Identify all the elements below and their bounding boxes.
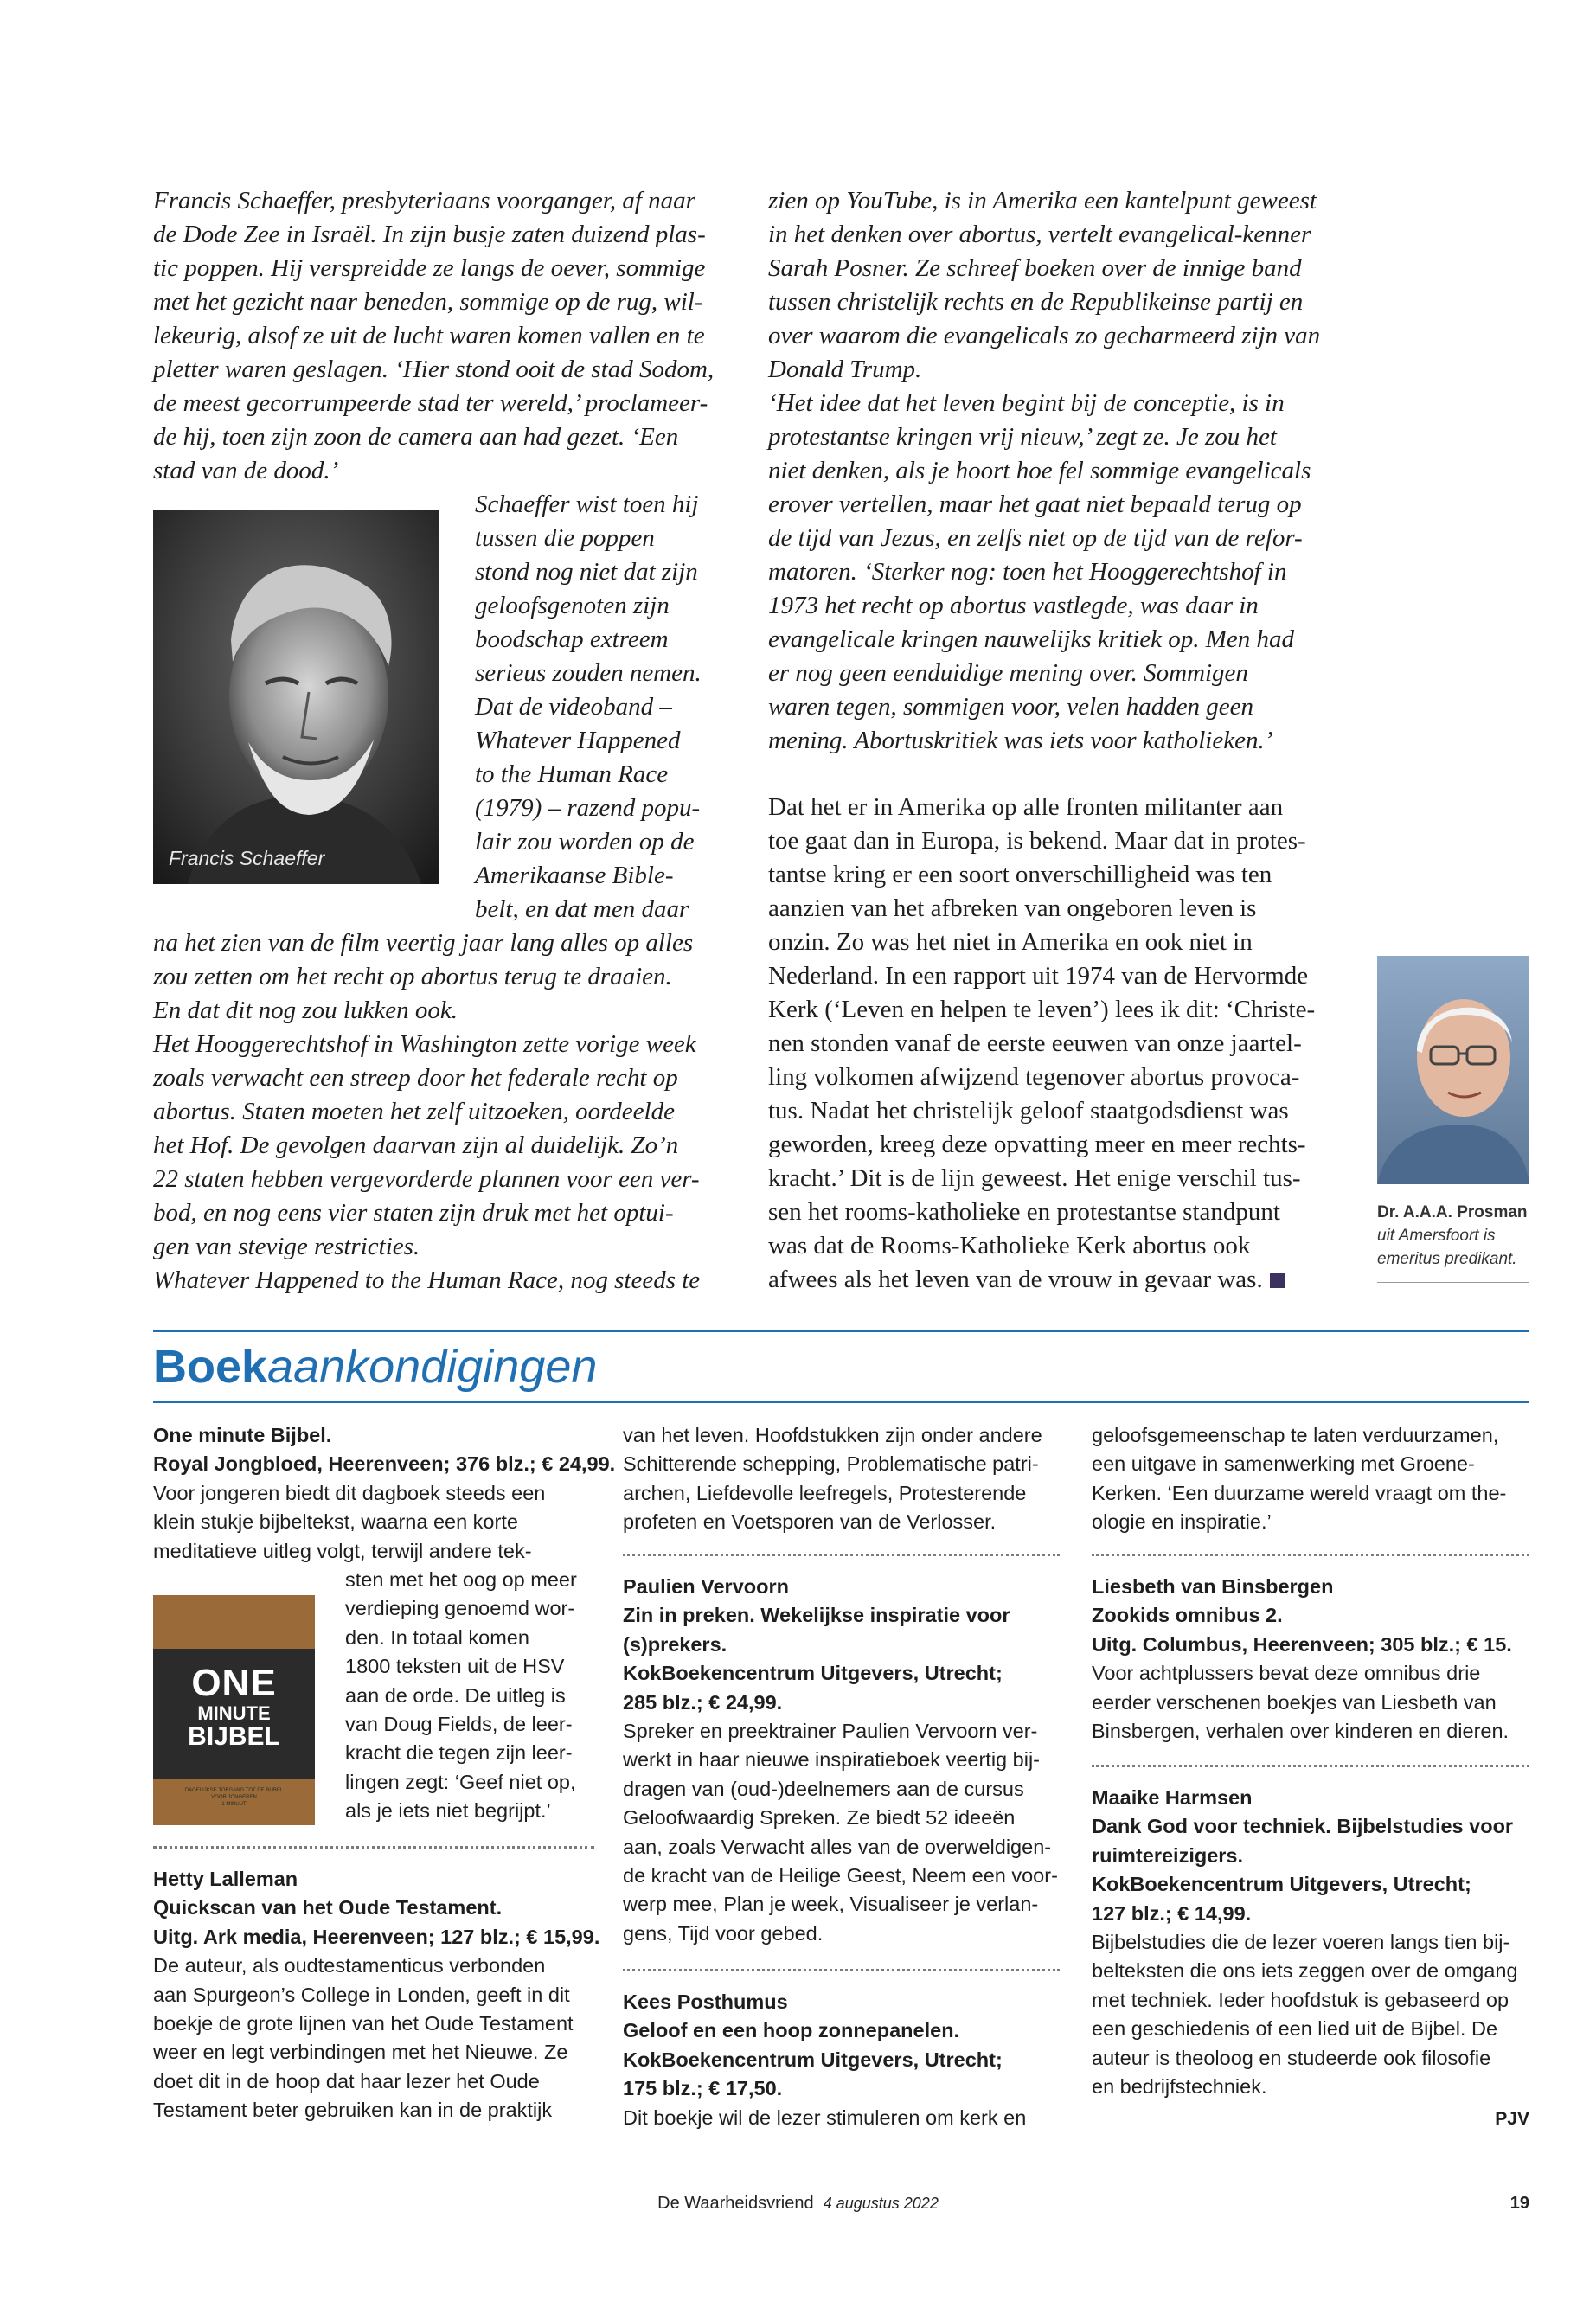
book-text-line: aan Spurgeon’s College in Londen, geeft in dit <box>153 1983 570 2006</box>
section-title-bold: Boek <box>153 1341 268 1393</box>
text-line: 1800 teksten uit de HSV <box>345 1655 565 1678</box>
book-meta-line: Zin in preken. Wekelijkse inspiratie voor <box>623 1604 1010 1627</box>
text-line: lingen zegt: ‘Geef niet op, <box>345 1770 576 1793</box>
book-text-line: meditatieve uitleg volgt, terwijl andere tek- <box>153 1539 532 1562</box>
text-line: abortus. Staten moeten het zelf uitzoeken, oordeelde <box>153 1098 675 1125</box>
cover-sub2: VOOR JONGEREN <box>211 1795 257 1800</box>
book-text-line: archen, Liefdevolle leefregels, Protesterende <box>623 1481 1027 1504</box>
photo-caption: Francis Schaeffer <box>169 847 325 869</box>
book-geloof-zonnepanelen <box>623 1988 1026 2132</box>
book-text-line: Binsbergen, verhalen over kinderen en dieren. <box>1092 1720 1509 1743</box>
book-text-line: een uitgave in samenwerking met Groene- <box>1092 1452 1475 1476</box>
cover-title-line2: MINUTE <box>197 1702 271 1724</box>
article-col2-body <box>768 791 1315 1297</box>
book-text-line: De auteur, als oudtestamenticus verbonden <box>153 1954 546 1977</box>
text-line: aan de orde. De uitleg is <box>345 1683 566 1707</box>
text-line: stond nog niet dat zijn <box>475 558 698 586</box>
footer-publication: De Waarheidsvriend <box>657 2194 814 2213</box>
text-line: ling volkomen afwijzend tegenover abortus provoca- <box>768 1063 1300 1091</box>
text-line: over waarom die evangelicals zo gecharmeerd zijn van <box>768 322 1321 349</box>
text-line: 1973 het recht op abortus vastlegde, was daar in <box>768 592 1259 619</box>
book-text-line: eerder verschenen boekjes van Liesbeth van <box>1092 1690 1497 1714</box>
text-line: kracht.’ Dit is de lijn geweest. Het enige verschil tus- <box>768 1164 1301 1192</box>
book-one-minute-bijbel-end <box>623 1421 1042 1537</box>
page-number: 19 <box>1509 2194 1529 2213</box>
text-line: Donald Trump. <box>768 356 922 383</box>
caption-rule <box>1377 1282 1529 1283</box>
book-text-line: een geschiedenis of een lied uit de Bijbel. De <box>1092 2017 1498 2041</box>
text-line: aanzien van het afbreken van ongeboren leven is <box>768 894 1257 922</box>
prosman-name: Dr. A.A.A. Prosman <box>1377 1203 1528 1221</box>
book-text-line: Voor jongeren biedt dit dagboek steeds een <box>153 1481 546 1504</box>
prosman-caption-line2: uit Amersfoort is <box>1377 1227 1496 1245</box>
book-text-line: de kracht van de Heilige Geest, Neem een voor- <box>623 1864 1058 1888</box>
book-text-line: en bedrijfstechniek. <box>1092 2075 1267 2099</box>
text-line: bod, en nog eens vier staten zijn druk met het optui- <box>153 1199 674 1227</box>
cover-title-line3: BIJBEL <box>188 1722 280 1751</box>
text-line: lair zou worden op de <box>475 828 695 856</box>
book-text-line: ologie en inspiratie.’ <box>1092 1510 1272 1534</box>
section-title <box>153 1341 597 1393</box>
book-one-minute-bijbel <box>153 1421 615 1566</box>
prosman-caption <box>1377 1201 1528 1271</box>
book-text-line: gens, Tijd voor gebed. <box>623 1921 824 1945</box>
page-footer <box>0 2194 1596 2214</box>
text-line: (1979) – razend popu- <box>475 794 701 822</box>
book-text-line: Testament beter gebruiken kan in de praktijk <box>153 2099 553 2122</box>
book-meta-line: (s)prekers. <box>623 1632 727 1656</box>
portrait-illustration <box>153 510 439 884</box>
book-text-line: van het leven. Hoofdstukken zijn onder andere <box>623 1424 1042 1446</box>
text-line: 22 staten hebben vergevorderde plannen voor een ver- <box>153 1165 700 1193</box>
text-line: tussen die poppen <box>475 524 655 552</box>
cover-subtitle <box>153 1787 315 1808</box>
book-text-line: Bijbelstudies die de lezer voeren langs tien bij- <box>1092 1931 1510 1954</box>
photo-prosman <box>1377 956 1529 1184</box>
book-meta-line: Geloof en een hoop zonnepanelen. <box>623 2019 960 2042</box>
section-title-italic: aankondigingen <box>267 1341 598 1393</box>
text-line: nen stonden vanaf de eerste eeuwen van onze jaartel- <box>768 1029 1302 1057</box>
book-text-line: Spreker en preektrainer Paulien Vervoorn ver- <box>623 1720 1038 1743</box>
book-text-line: Dit boekje wil de lezer stimuleren om kerk en <box>623 2106 1027 2129</box>
cover-title <box>153 1664 315 1750</box>
book-zin-in-preken <box>623 1573 1058 1948</box>
book-zookids <box>1092 1573 1512 1746</box>
book-text-line: geloofsgemeenschap te laten verduurzamen, <box>1092 1424 1499 1446</box>
book-meta-line: Kees Posthumus <box>623 1990 788 2013</box>
author-signature: PJV <box>1495 2109 1529 2129</box>
book-meta-line: ruimtereizigers. <box>1092 1843 1244 1867</box>
book-text-line: doet dit in de hoop dat haar lezer het Oude <box>153 2069 540 2093</box>
text-line: mening. Abortuskritiek was iets voor katholieken.’ <box>768 727 1273 754</box>
text-line: als je iets niet begrijpt.’ <box>345 1799 551 1823</box>
book-meta-line: One minute Bijbel. <box>153 1424 332 1446</box>
text-line: lekeurig, alsof ze uit de lucht waren komen vallen en te <box>153 322 705 349</box>
text-line: erover vertellen, maar het gaat niet bepaald terug op <box>768 490 1302 518</box>
article-col2-quote <box>768 184 1320 758</box>
text-line: Nederland. In een rapport uit 1974 van de Hervormde <box>768 962 1309 990</box>
text-line: de meest gecorrumpeerde stad ter wereld,’ proclameer- <box>153 389 708 417</box>
book-text-line: klein stukje bijbeltekst, waarna een korte <box>153 1510 518 1534</box>
text-line: er nog geen eenduidige mening over. Sommigen <box>768 659 1248 687</box>
book-text-line: Schitterende schepping, Problematische patri- <box>623 1452 1039 1476</box>
text-line: belt, en dat men daar <box>475 895 689 923</box>
book-cover-one-minute-bijbel <box>153 1595 315 1825</box>
text-line: Amerikaanse Bible- <box>475 862 674 889</box>
book-text-line: weer en legt verbindingen met het Nieuwe. Ze <box>153 2041 568 2064</box>
book-meta-line: Paulien Vervoorn <box>623 1575 789 1598</box>
book-one-minute-bijbel-cont <box>345 1566 577 1826</box>
text-line: na het zien van de film veertig jaar lang alles op alles <box>153 929 694 957</box>
text-line: zou zetten om het recht op abortus terug te draaien. <box>153 963 672 990</box>
text-line: van Doug Fields, de leer- <box>345 1713 573 1736</box>
text-line: Kerk (‘Leven en helpen te leven’) lees ik dit: ‘Christe- <box>768 996 1316 1023</box>
book-text-line: Geloofwaardig Spreken. Ze biedt 52 ideeën <box>623 1806 1016 1830</box>
text-line: matoren. ‘Sterker nog: toen het Hooggerechtshof in <box>768 558 1287 586</box>
book-text-line: dragen van (oud-)deelnemers aan de cursus <box>623 1777 1024 1800</box>
text-line: tantse kring er een soort onverschilligheid was ten <box>768 861 1272 888</box>
article-col1-beside-photo <box>475 488 702 926</box>
text-line: niet denken, als je hoort hoe fel sommige evangelicals <box>768 457 1311 484</box>
book-meta-line: 285 blz.; € 24,99. <box>623 1690 783 1714</box>
portrait-illustration <box>1377 956 1529 1184</box>
text-line: Whatever Happened to the Human Race, nog steeds te <box>153 1266 701 1294</box>
photo-francis-schaeffer <box>153 510 439 884</box>
divider-dotted <box>1092 1765 1529 1767</box>
book-text-line: boekje de grote lijnen van het Oude Testament <box>153 2012 574 2035</box>
article-col1-top <box>153 184 714 488</box>
cover-title-line1: ONE <box>191 1662 277 1704</box>
book-meta-line: Uitg. Ark media, Heerenveen; 127 blz.; € 15,99. <box>153 1925 600 1948</box>
text-line: Het Hooggerechtshof in Washington zette vorige week <box>153 1030 696 1058</box>
book-meta-line: Maaike Harmsen <box>1092 1786 1253 1809</box>
text-line: in het denken over abortus, vertelt evangelical-kenner <box>768 221 1311 248</box>
text-line: tic poppen. Hij verspreidde ze langs de oever, sommige <box>153 254 706 282</box>
end-of-article-square-icon <box>1270 1273 1285 1288</box>
text-line: het Hof. De gevolgen daarvan zijn al duidelijk. Zo’n <box>153 1131 679 1159</box>
book-meta-line: KokBoekencentrum Uitgevers, Utrecht; <box>1092 1873 1471 1896</box>
book-meta-line: Zookids omnibus 2. <box>1092 1604 1283 1627</box>
book-text-line: met techniek. Ieder hoofdstuk is gebaseerd op <box>1092 1988 1509 2011</box>
section-top-rule <box>153 1330 1529 1332</box>
text-line: verdieping genoemd wor- <box>345 1597 575 1620</box>
text-line: was dat de Rooms-Katholieke Kerk abortus ook <box>768 1232 1251 1259</box>
text-line: geworden, kreeg deze opvatting meer en meer rechts- <box>768 1131 1306 1158</box>
book-meta-line: Liesbeth van Binsbergen <box>1092 1575 1334 1598</box>
book-meta-line: KokBoekencentrum Uitgevers, Utrecht; <box>623 2048 1003 2071</box>
text-line: protestantse kringen vrij nieuw,’ zegt ze. Je zou het <box>768 423 1277 451</box>
text-line: zoals verwacht een streep door het federale recht op <box>153 1064 678 1092</box>
book-text-line: aan, zoals Verwacht alles van de overweldigen- <box>623 1835 1052 1858</box>
footer-date: 4 augustus 2022 <box>823 2195 939 2212</box>
text-line: de hij, toen zijn zoon de camera aan had gezet. ‘Een <box>153 423 679 451</box>
text-line: Dat de videoband – <box>475 693 672 721</box>
text-line: onzin. Zo was het niet in Amerika en ook niet in <box>768 928 1253 956</box>
section-bottom-rule <box>153 1401 1529 1403</box>
text-line: toe gaat dan in Europa, is bekend. Maar dat in protes- <box>768 827 1306 855</box>
book-text-line: auteur is theoloog en studeerde ook filosofie <box>1092 2046 1491 2069</box>
text-line: sten met het oog op meer <box>345 1568 577 1591</box>
book-text-line: werp mee, Plan je week, Visualiseer je verlan- <box>623 1893 1039 1916</box>
text-line: Schaeffer wist toen hij <box>475 490 699 518</box>
text-line: serieus zouden nemen. <box>475 659 702 687</box>
text-line: boodschap extreem <box>475 625 669 653</box>
cover-sub3: 1 MINUUT <box>221 1802 247 1807</box>
book-text-line: belteksten die ons iets zeggen over de omgang <box>1092 1959 1518 1983</box>
book-meta-line: Quickscan van het Oude Testament. <box>153 1896 503 1920</box>
book-meta-line: Royal Jongbloed, Heerenveen; 376 blz.; € 24,99. <box>153 1452 616 1476</box>
text-line: Francis Schaeffer, presbyteriaans voorganger, af naar <box>153 187 695 215</box>
text-line: met het gezicht naar beneden, sommige op de rug, wil- <box>153 288 703 316</box>
text-line: evangelicale kringen nauwelijks kritiek op. Men had <box>768 625 1295 653</box>
divider-dotted <box>153 1846 594 1849</box>
text-line: de Dode Zee in Israël. In zijn busje zaten duizend plas- <box>153 221 706 248</box>
book-meta-line: Uitg. Columbus, Heerenveen; 305 blz.; € 15. <box>1092 1632 1512 1656</box>
text-line: geloofsgenoten zijn <box>475 592 670 619</box>
text-line: ‘Het idee dat het leven begint bij de conceptie, is in <box>768 389 1285 417</box>
text-line: En dat dit nog zou lukken ook. <box>153 997 458 1024</box>
text-line: sen het rooms-katholieke en protestantse standpunt <box>768 1198 1280 1226</box>
divider-dotted <box>623 1554 1060 1556</box>
text-line: waren tegen, sommigen voor, velen hadden geen <box>768 693 1254 721</box>
article-col1-bottom <box>153 926 700 1298</box>
text-line: Whatever Happened <box>475 727 681 754</box>
book-meta-line: 127 blz.; € 14,99. <box>1092 1901 1252 1925</box>
text-line: de tijd van Jezus, en zelfs niet op de tijd van de refor- <box>768 524 1303 552</box>
book-meta-line: KokBoekencentrum Uitgevers, Utrecht; <box>623 1662 1003 1685</box>
book-text-line: Voor achtplussers bevat deze omnibus drie <box>1092 1662 1481 1685</box>
text-line: Dat het er in Amerika op alle fronten militanter aan <box>768 793 1284 821</box>
text-line: gen van stevige restricties. <box>153 1233 420 1260</box>
text-line: pletter waren geslagen. ‘Hier stond ooit de stad Sodom, <box>153 356 715 383</box>
divider-dotted <box>1092 1554 1529 1556</box>
book-dank-god-techniek <box>1092 1784 1518 2101</box>
divider-dotted <box>623 1969 1060 1971</box>
text-line: den. In totaal komen <box>345 1625 529 1649</box>
book-zonnepanelen-end <box>1092 1421 1506 1537</box>
text-line: to the Human Race <box>475 760 669 788</box>
book-meta-line: 175 blz.; € 17,50. <box>623 2077 783 2100</box>
book-text-line: Kerken. ‘Een duurzame wereld vraagt om the- <box>1092 1481 1507 1504</box>
text-line: Sarah Posner. Ze schreef boeken over de innige band <box>768 254 1302 282</box>
text-line: tus. Nadat het christelijk geloof staatgodsdienst was <box>768 1097 1289 1125</box>
text-line: stad van de dood.’ <box>153 457 339 484</box>
text-line: tussen christelijk rechts en de Republikeinse partij en <box>768 288 1304 316</box>
book-text-line: werkt in haar nieuwe inspiratieboek veertig bij- <box>623 1748 1040 1772</box>
text-line: zien op YouTube, is in Amerika een kantelpunt geweest <box>768 187 1317 215</box>
book-meta-line: Hetty Lalleman <box>153 1868 298 1890</box>
book-text-line: profeten en Voetsporen van de Verlosser. <box>623 1510 997 1534</box>
book-quickscan <box>153 1865 599 2125</box>
cover-sub1: DAGELIJKSE TOEGANG TOT DE BIJBEL <box>184 1788 284 1793</box>
book-meta-line: Dank God voor techniek. Bijbelstudies voor <box>1092 1815 1514 1838</box>
text-line: kracht die tegen zijn leer- <box>345 1741 573 1765</box>
prosman-caption-line3: emeritus predikant. <box>1377 1250 1517 1268</box>
text-line: afwees als het leven van de vrouw in gevaar was. <box>768 1263 1315 1297</box>
